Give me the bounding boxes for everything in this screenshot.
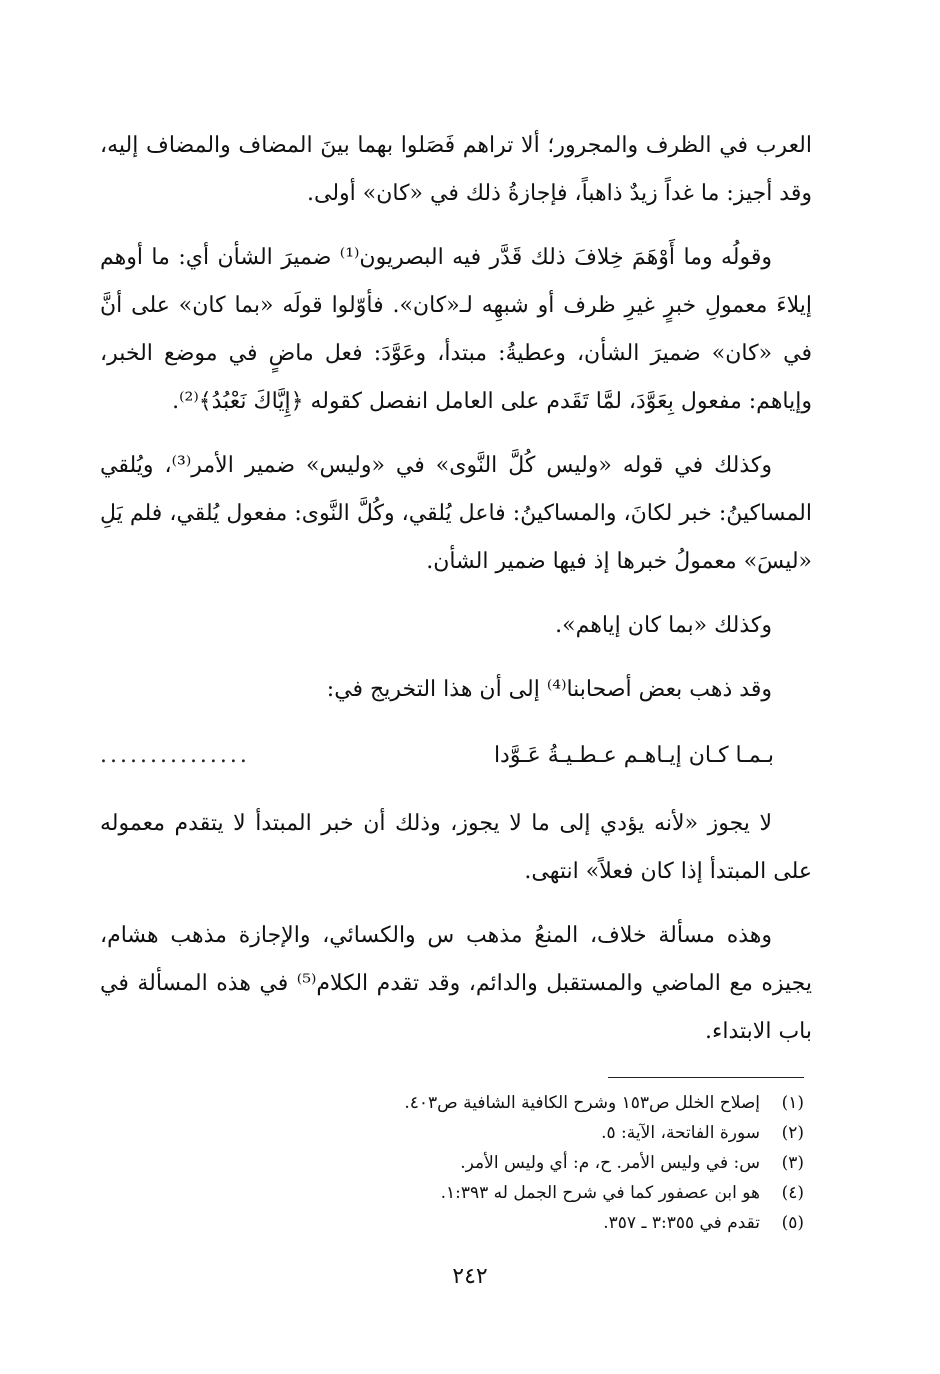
text-line: لا يجوز «لأنه يؤدي إلى ما لا يجوز، وذلك أن خبر المبتدأ لا يتقدم [174,811,772,836]
footnote-number: (٥) [781,1213,804,1233]
verse-ellipsis: ............... [100,743,250,768]
text-line: في موضع الخبر، وإياهم: مفعول بِعَوَّدَ، لمَّا تَقَدم على العامل انفصل [100,341,812,414]
footnote-text: إصلاح الخلل ص١٥٣ وشرح الكافية الشافية ص٤٠٣. [404,1093,760,1113]
footnote-5 [300,1208,804,1238]
text-line: معموله على المبتدأ إذا كان فعلاً» انتهى. [100,811,812,884]
paragraph-4 [100,602,812,650]
paragraph-7 [100,912,812,1056]
paragraph-6 [100,800,812,896]
text-line: وقد ذهب بعض أصحابنا⁽⁴⁾ إلى أن هذا التخريج في: [326,677,772,702]
paragraph-3 [100,442,812,586]
text-line: ما أوهم إيلاءَ معمولِ خبرٍ غيرِ ظرف أو شبهِه لـ«كان». فأوّلوا قولَه «بما [100,245,813,318]
page-number: ٢٤٢ [452,1264,488,1289]
footnote-text: تقدم في ٣:٣٥٥ ـ ٣٥٧. [603,1213,760,1233]
text-line: وهذه مسألة خلاف، المنعُ مذهب س والكسائي، والإجازة مذهب [170,923,773,948]
footnote-text: س: في وليس الأمر. ح، م: أي وليس الأمر. [460,1153,760,1173]
poetry-verse [100,730,812,782]
footnote-number: (٢) [781,1123,804,1143]
paragraph-5 [100,666,812,714]
text-line: وقولُه وما أَوْهَمَ خِلافَ ذلك قَدَّر فيه البصريون⁽¹⁾ ضميرَ الشأن أي: [178,245,772,270]
text-line: كقوله ﴿إِيَّاكَ نَعْبُدُ﴾⁽²⁾. [172,389,362,414]
main-text [100,122,812,1072]
footnote-text: هو ابن عصفور كما في شرح الجمل له ١:٣٩٣. [440,1183,760,1203]
text-line: وكذلك «بما كان إياهم». [555,613,772,638]
footnote-2 [300,1118,804,1148]
footnote-text: سورة الفاتحة، الآية: ٥. [601,1123,760,1143]
footnote-number: (٤) [781,1183,804,1203]
text-line: العرب في الظرف والمجرور؛ ألا تراهم فَصَلوا بهما بينَ المضاف والمضاف [146,133,812,158]
text-line: مفعول يُلقي، فلم يَلِ «ليسَ» معمولُ خبرها إذ فيها ضمير الشأن. [100,501,812,574]
footnote-1 [300,1088,804,1118]
text-line: ويُلقي المساكينُ: خبر لكانَ، والمساكينُ: فاعل يُلقي، وكُلَّ النَّوى: [100,453,812,526]
text-line: المسألة في باب الابتداء. [100,971,812,1044]
text-line: هشام، يجيزه مع الماضي والمستقبل والدائم، وقد تقدم الكلام⁽⁵⁾ في هذه [100,923,813,996]
verse-hemistich: بـمـا كـان إيـاهـم عـطـيـةُ عَـوَّدا [493,743,774,768]
footnote-number: (٣) [781,1153,804,1173]
footnote-separator [608,1077,804,1078]
footnote-3 [300,1148,804,1178]
paragraph-2 [100,234,812,426]
text-line: إليه، وقد أجيز: ما غداً زيدٌ ذاهباً، فإجازةُ ذلك في «كان» أولى. [100,133,812,206]
text-line: كان» على أنَّ في «كان» ضميرَ الشأن، وعطيةُ: مبتدأ، وعَوَّدَ: فعل ماضٍ [100,293,813,366]
footnote-number: (١) [781,1093,804,1113]
text-line: وكذلك في قوله «وليس كُلَّ النَّوى» في «وليس» ضمير الأمر⁽³⁾، [164,453,772,478]
footnotes [300,1088,804,1238]
paragraph-1 [100,122,812,218]
footnote-4 [300,1178,804,1208]
